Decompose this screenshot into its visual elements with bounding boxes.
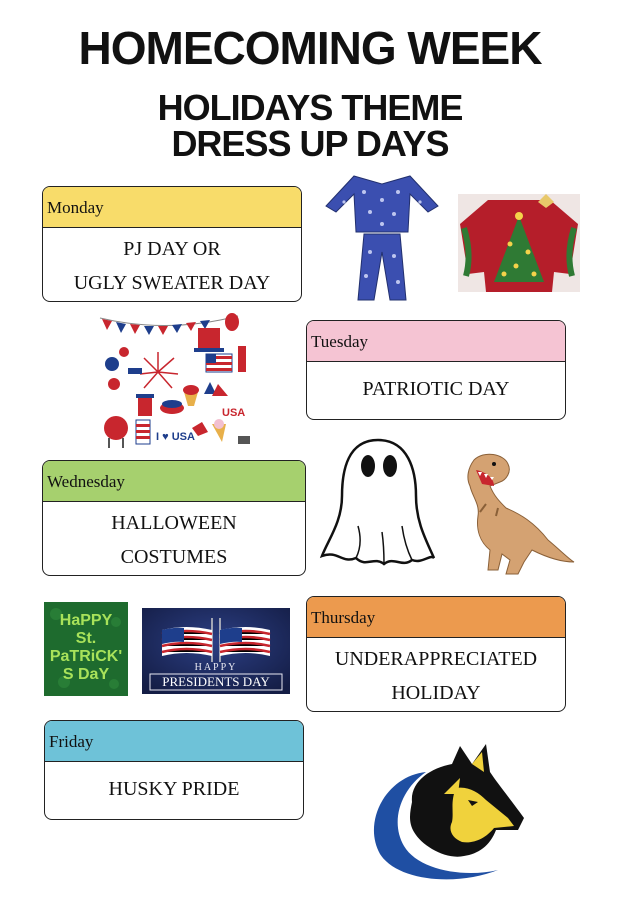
thursday-card — [306, 596, 566, 712]
monday-line-1: PJ DAY OR — [123, 238, 221, 260]
friday-header: Friday — [45, 721, 303, 762]
dinosaur-costume-image — [460, 450, 576, 578]
patriotic-i-love-usa: I ♥ USA — [156, 431, 195, 443]
ugly-sweater-image — [458, 194, 580, 292]
friday-card — [44, 720, 304, 820]
husky-logo — [368, 742, 530, 882]
subtitle-line-1: HOLIDAYS THEME — [157, 87, 463, 128]
wednesday-line-1: HALLOWEEN — [111, 512, 237, 534]
wednesday-header: Wednesday — [43, 461, 305, 502]
tuesday-line-1: PATRIOTIC DAY — [362, 378, 510, 400]
wednesday-card — [42, 460, 306, 576]
patriotic-usa-text: USA — [222, 407, 246, 419]
thursday-header: Thursday — [307, 597, 565, 638]
thursday-line-1: UNDERAPPRECIATED — [334, 648, 538, 670]
wednesday-line-2: COSTUMES — [120, 546, 228, 568]
presidents-day-text: PRESIDENTS DAY — [162, 674, 270, 689]
monday-line-2: UGLY SWEATER DAY — [73, 272, 271, 294]
st-patricks-text: HaPPY St. PaTRiCK'S DaY — [49, 612, 123, 683]
pajamas-image — [324, 172, 440, 302]
monday-header: Monday — [43, 187, 301, 228]
monday-card — [42, 186, 302, 302]
tuesday-header: Tuesday — [307, 321, 565, 362]
subtitle-line-2: DRESS UP DAYS — [171, 123, 449, 164]
thursday-line-2: HOLIDAY — [391, 682, 481, 704]
patriotic-clipart — [98, 312, 254, 450]
presidents-day-image — [142, 608, 290, 694]
presidents-happy-text: HAPPY — [194, 662, 238, 673]
friday-line-1: HUSKY PRIDE — [108, 778, 240, 800]
ghost-image — [318, 436, 438, 570]
tuesday-card — [306, 320, 566, 420]
page-title: HOMECOMING WEEK — [78, 22, 542, 74]
st-patricks-day-image — [44, 602, 128, 696]
